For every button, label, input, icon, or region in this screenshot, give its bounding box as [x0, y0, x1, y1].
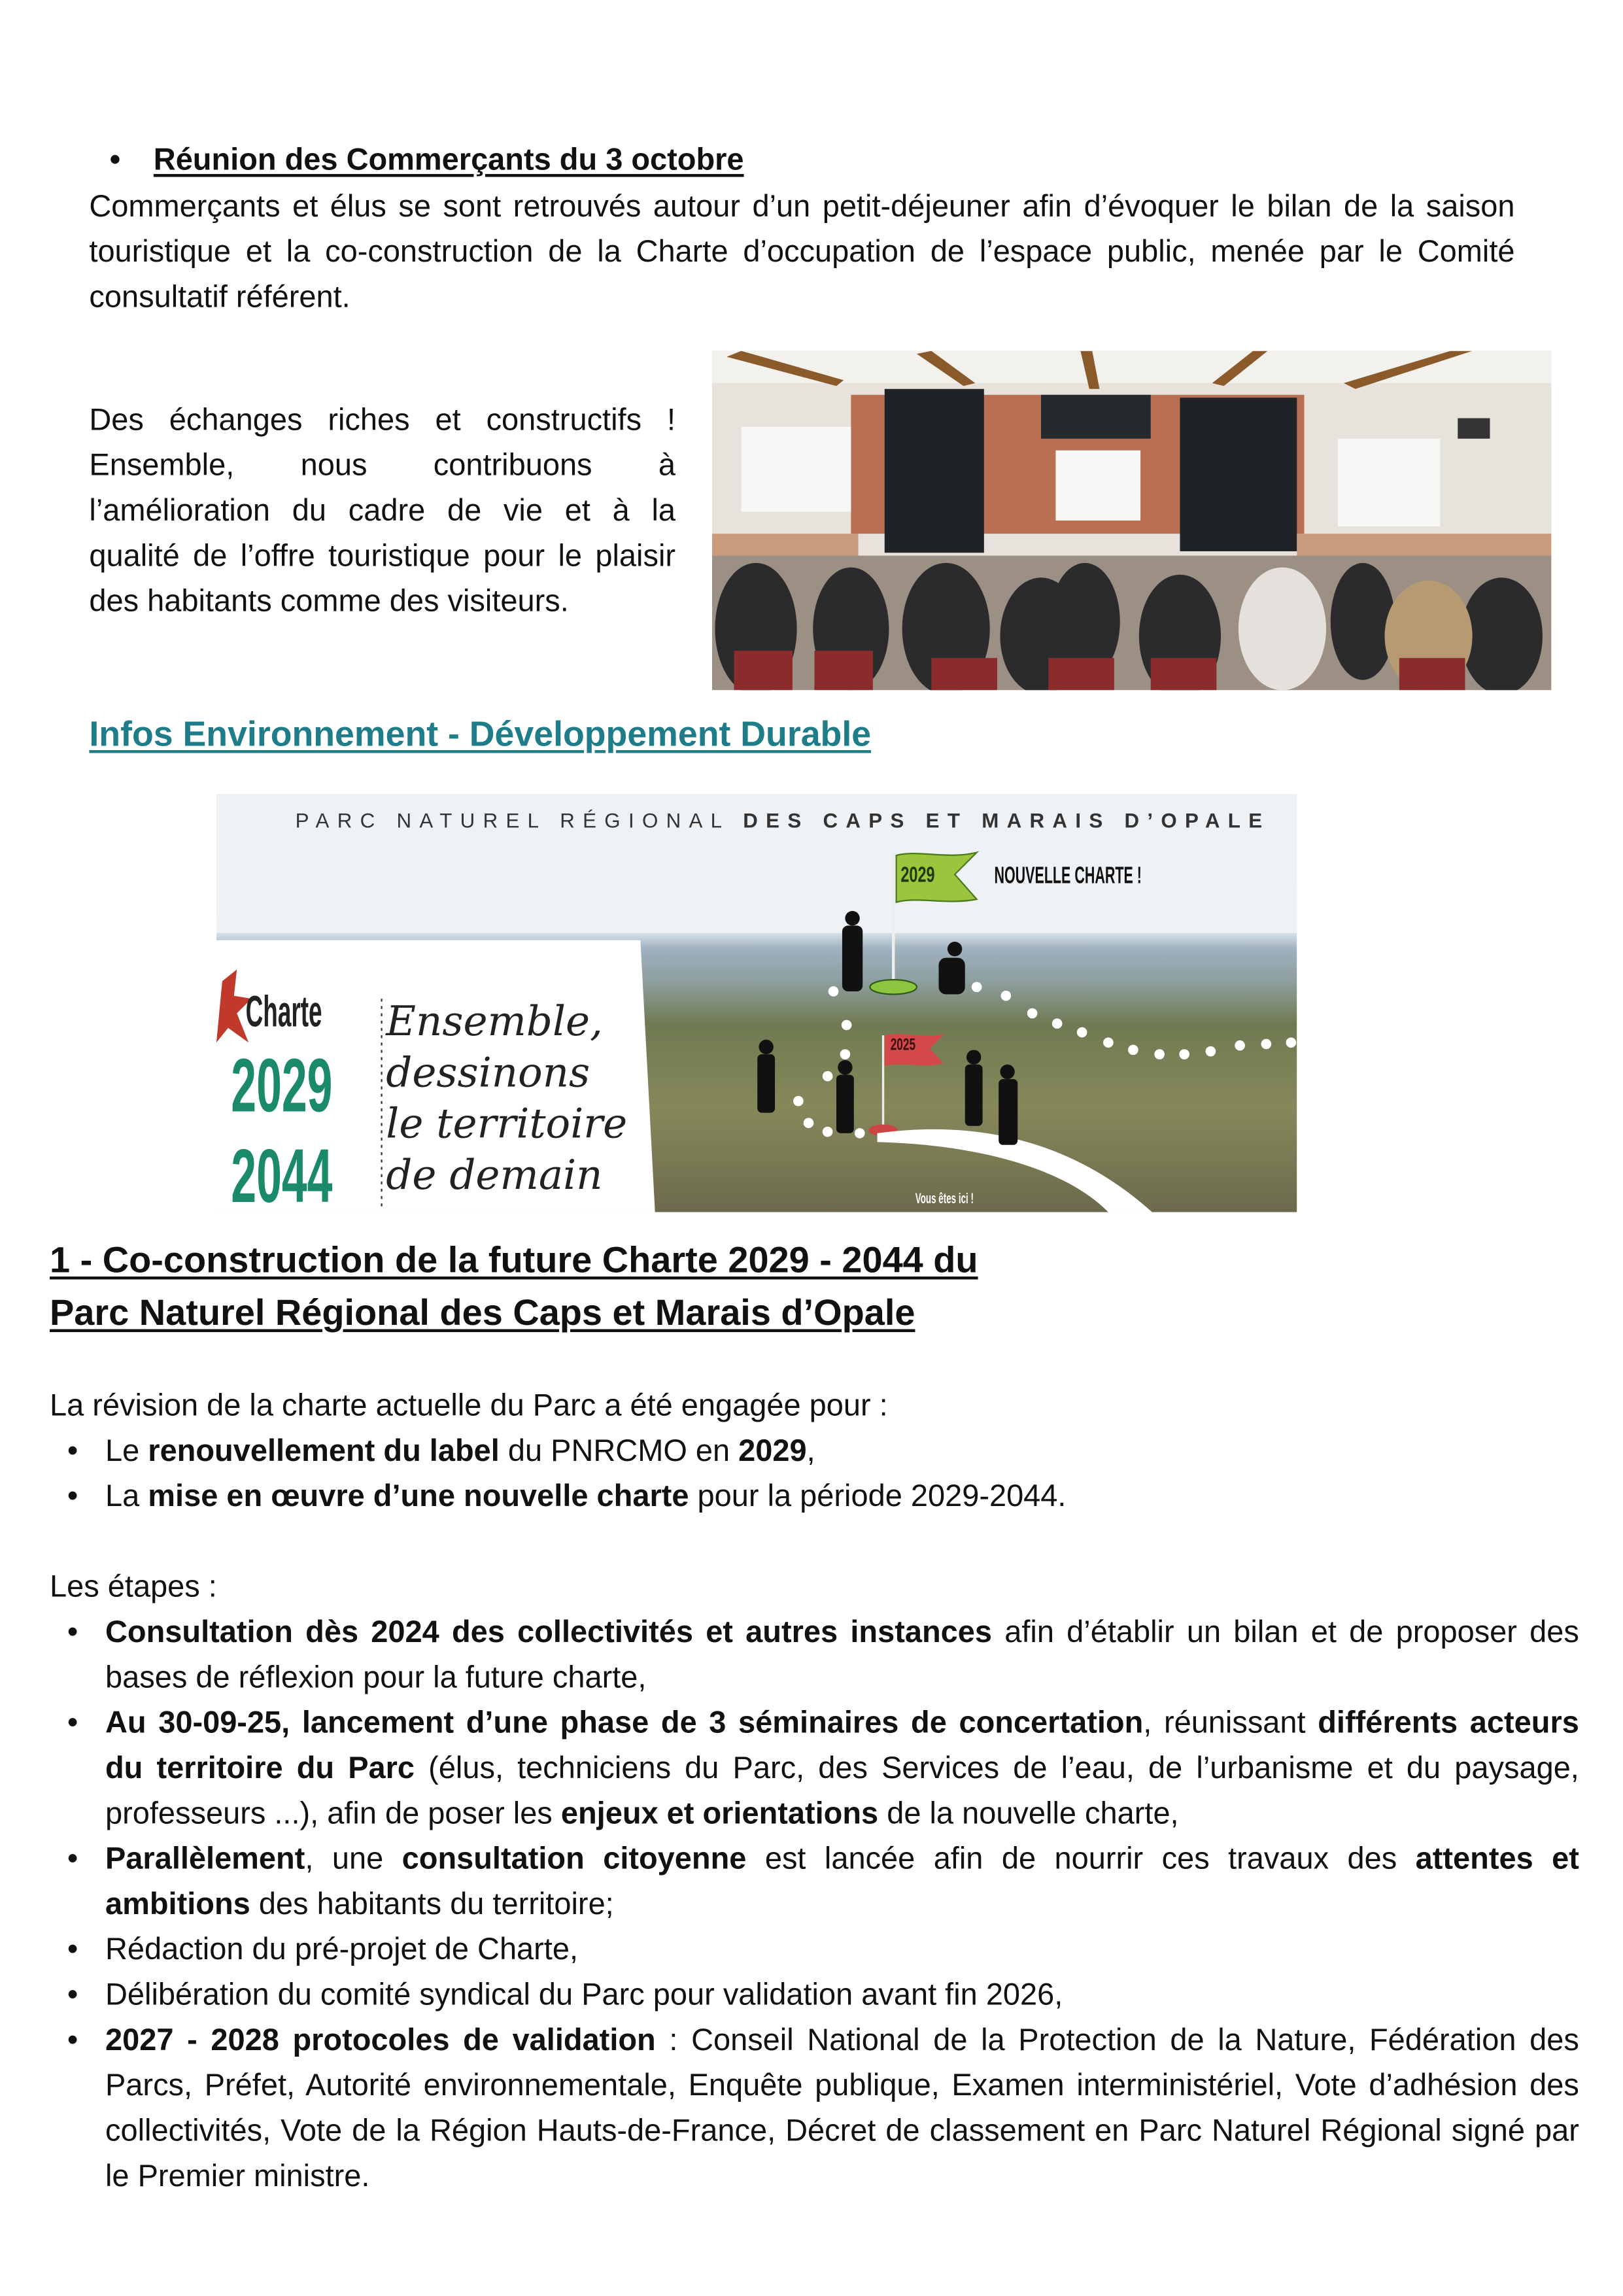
text-run: est lancée afin de nourrir ces travaux des — [746, 1842, 1416, 1876]
text-run: afin d’établir un bilan et de proposer des bases de réflexion pour la future charte, — [105, 1615, 1579, 1695]
meeting-heading: Réunion des Commerçants du 3 octobre — [153, 143, 744, 177]
banner-park-name-light: PARC NATUREL RÉGIONAL — [295, 808, 730, 832]
text-run: pour la période 2029-2044. — [689, 1479, 1067, 1514]
list-item — [50, 1836, 1579, 1927]
charte-section-title — [50, 1234, 978, 1339]
banner-park-name-bold: DES CAPS ET MARAIS D’OPALE — [743, 808, 1271, 832]
banner-hikers-illustration — [216, 794, 1297, 1212]
slogan-line: de demain — [386, 1150, 603, 1199]
steps-list — [50, 1610, 1579, 2199]
bold-run: mise en œuvre d’une nouvelle charte — [148, 1479, 689, 1514]
bold-run: Parallèlement — [105, 1842, 305, 1876]
steps-label: Les étapes : — [50, 1570, 217, 1604]
charte-logo-word: Charte — [245, 988, 322, 1037]
text-run: du PNRCMO en — [499, 1434, 739, 1468]
text-run: (élus, techniciens du Parc, des Services de l’eau, de l’urbanisme et du paysage, professeurs ...), afin de poser les — [105, 1751, 1579, 1831]
meeting-photo — [712, 351, 1551, 691]
bold-run: 2027 - 2028 protocoles de validation — [105, 2023, 656, 2058]
text-run: , une — [305, 1842, 402, 1876]
text-run: : Conseil National de la Protection de la Nature, Fédération des Parcs, Préfet, Autorité environnementale, Enquête publique, Examen interministériel, Vote d’adhésion des collectivités, Vote de la Région Hauts-de-France, Décret de classement en Parc Naturel Régional signé par le Premier ministre. — [105, 2023, 1579, 2193]
vous-etes-ici-label: Vous êtes ici ! — [915, 1191, 974, 1208]
text-run: La — [105, 1479, 148, 1514]
env-section-title: Infos Environnement - Développement Durable — [89, 715, 872, 755]
list-item — [50, 1429, 1579, 1474]
text-run: Le — [105, 1434, 148, 1468]
charte-title-line: 1 - Co-construction de la future Charte 2029 - 2044 du — [50, 1240, 978, 1281]
charte-year-start: 2029 — [231, 1044, 333, 1129]
list-item — [50, 1927, 1579, 1972]
slogan-line: dessinons — [386, 1048, 590, 1097]
slogan-line: le territoire — [386, 1099, 628, 1148]
flag-2025-label: 2025 — [890, 1037, 916, 1055]
bold-run: consultation citoyenne — [401, 1842, 747, 1876]
list-item — [50, 1474, 1579, 1519]
bold-run: différents acteurs du territoire du Parc — [105, 1706, 1579, 1786]
text-run: de la nouvelle charte, — [878, 1797, 1179, 1831]
list-item — [50, 1700, 1579, 1836]
text-run: , réunissant — [1143, 1706, 1318, 1740]
bold-run: attentes et ambitions — [105, 1842, 1579, 1922]
nouvelle-charte-label: NOUVELLE CHARTE ! — [994, 864, 1142, 889]
charte-title-line: Parc Naturel Régional des Caps et Marais d’Opale — [50, 1292, 915, 1334]
text-run: Rédaction du pré-projet de Charte, — [105, 1932, 579, 1967]
charte-year-end: 2044 — [231, 1135, 333, 1212]
text-run: des habitants du territoire; — [250, 1887, 614, 1922]
goals-list — [50, 1429, 1579, 1520]
banner-slogan — [386, 996, 627, 1201]
charte-body — [50, 1383, 1579, 2199]
charte-banner — [216, 794, 1297, 1212]
text-run: Délibération du comité syndical du Parc pour validation avant fin 2026, — [105, 1978, 1063, 2012]
list-item — [50, 1972, 1579, 2017]
charte-intro: La révision de la charte actuelle du Parc a été engagée pour : — [50, 1389, 888, 1423]
text-run: , — [806, 1434, 815, 1468]
meeting-side-text: Des échanges riches et constructifs ! Ensemble, nous contribuons à l’amélioration du cadre de vie et à la qualité de l’offre touristique pour le plaisir des habitants comme des visiteurs. — [89, 403, 676, 619]
slogan-line: Ensemble, — [386, 997, 603, 1046]
flag-2029-label: 2029 — [900, 863, 935, 888]
meeting-photo-illustration — [712, 351, 1551, 691]
bold-run: 2029 — [738, 1434, 807, 1468]
bold-run: Au 30-09-25, lancement d’une phase de 3 séminaires de concertation — [105, 1706, 1144, 1740]
bold-run: enjeux et orientations — [560, 1797, 879, 1831]
bold-run: renouvellement du label — [148, 1434, 500, 1468]
list-item — [50, 2018, 1579, 2199]
bold-run: Consultation dès 2024 des collectivités et autres instances — [105, 1615, 992, 1650]
meeting-bullet: • — [109, 143, 121, 177]
list-item — [50, 1610, 1579, 1701]
meeting-intro: Commerçants et élus se sont retrouvés autour d’un petit-déjeuner afin d’évoquer le bilan de la saison touristique et la co-construction de la Charte d’occupation de l’espace public, menée par le Comité consultatif référent. — [89, 190, 1515, 315]
